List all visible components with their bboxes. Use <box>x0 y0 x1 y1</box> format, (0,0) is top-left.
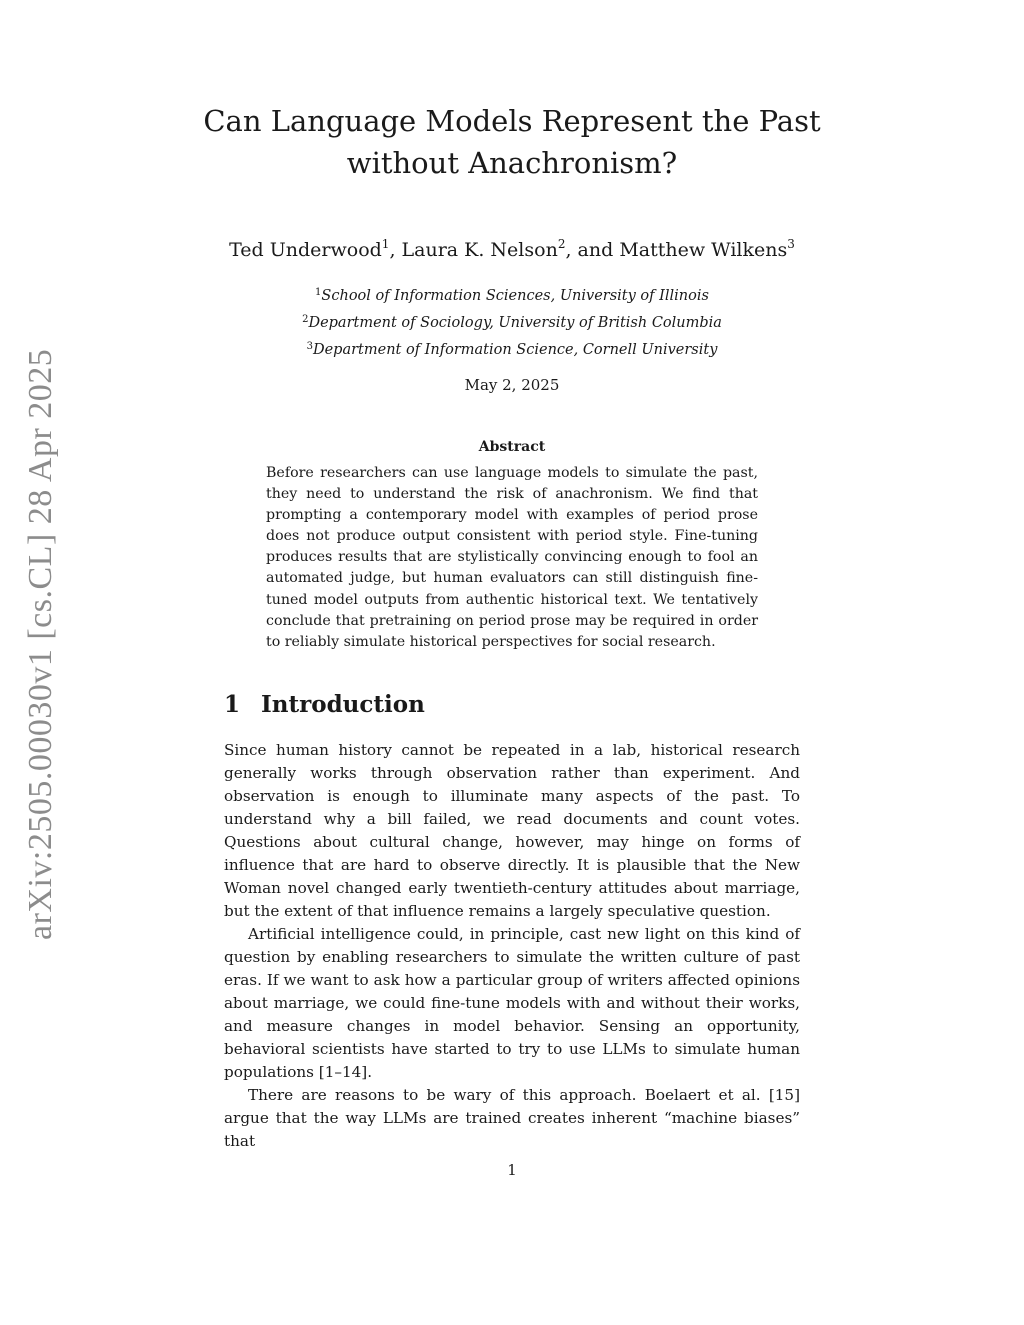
author-list <box>160 236 864 264</box>
affiliation-text: School of Information Sciences, University of Illinois <box>321 288 709 304</box>
arxiv-identifier: arXiv:2505.00030v1 [cs.CL] 28 Apr 2025 <box>22 348 59 940</box>
author-name: Laura K. Nelson <box>401 239 558 261</box>
affiliation-marker: 3 <box>306 341 313 352</box>
author-separator: , and <box>565 239 620 261</box>
author-affil-marker: 3 <box>787 237 795 251</box>
affiliation-marker: 1 <box>315 287 322 298</box>
affiliation-text: Department of Information Science, Cornell University <box>312 342 718 358</box>
abstract-text: Before researchers can use language models to simulate the past, they need to understand the risk of anachronism. We find that prompting a contemporary model with examples of period prose does not produce output consistent with period style. Fine-tuning produces results that are stylistically convincing enough to fool an automated judge, but human evaluators can still distinguish fine-tuned model outputs from authentic historical text. We tentatively conclude that pretraining on period prose may be required in order to reliably simulate historical perspectives for social research. <box>266 465 758 650</box>
author-separator: , <box>389 239 402 261</box>
title-line-2: without Anachronism? <box>346 146 678 180</box>
affiliation-list <box>160 283 864 364</box>
section-title: Introduction <box>261 691 425 718</box>
body-paragraph: Artificial intelligence could, in principle, cast new light on this kind of question by enabling researchers to simulate the written culture of past eras. If we want to ask how a particular group of writers affected opinions about marriage, we could fine-tune models with and without their works, and measure changes in model behavior. Sensing an opportunity, behavioral scientists have started to try to use LLMs to simulate human populations [1–14]. <box>224 925 800 1081</box>
author-name: Matthew Wilkens <box>619 239 788 261</box>
section-heading <box>224 688 425 722</box>
body-paragraph: There are reasons to be wary of this approach. Boelaert et al. [15] argue that the way LLMs are trained creates inherent “machine biases” that <box>224 1086 800 1150</box>
section-body <box>224 739 800 1153</box>
title-line-1: Can Language Models Represent the Past <box>203 104 821 138</box>
affiliation-marker: 2 <box>302 314 309 325</box>
publication-date: May 2, 2025 <box>464 376 560 394</box>
affiliation <box>160 283 864 310</box>
affiliation <box>160 310 864 337</box>
author-name: Ted Underwood <box>229 239 382 261</box>
author-affil-marker: 2 <box>557 237 566 251</box>
author-affil-marker: 1 <box>381 237 390 251</box>
abstract-heading: Abstract <box>478 439 546 455</box>
affiliation-text: Department of Sociology, University of British Columbia <box>308 315 722 331</box>
paper-title <box>160 100 864 184</box>
section-number: 1 <box>224 691 241 718</box>
page-number: 1 <box>507 1161 517 1179</box>
body-paragraph: Since human history cannot be repeated in a lab, historical research generally works through observation rather than experiment. And observation is enough to illuminate many aspects of the past. To understand why a bill failed, we read documents and count votes. Questions about cultural change, however, may hinge on forms of influence that are hard to observe directly. It is plausible that the New Woman novel changed early twentieth-century attitudes about marriage, but the extent of that influence remains a largely speculative question. <box>224 741 800 920</box>
affiliation <box>160 337 864 364</box>
